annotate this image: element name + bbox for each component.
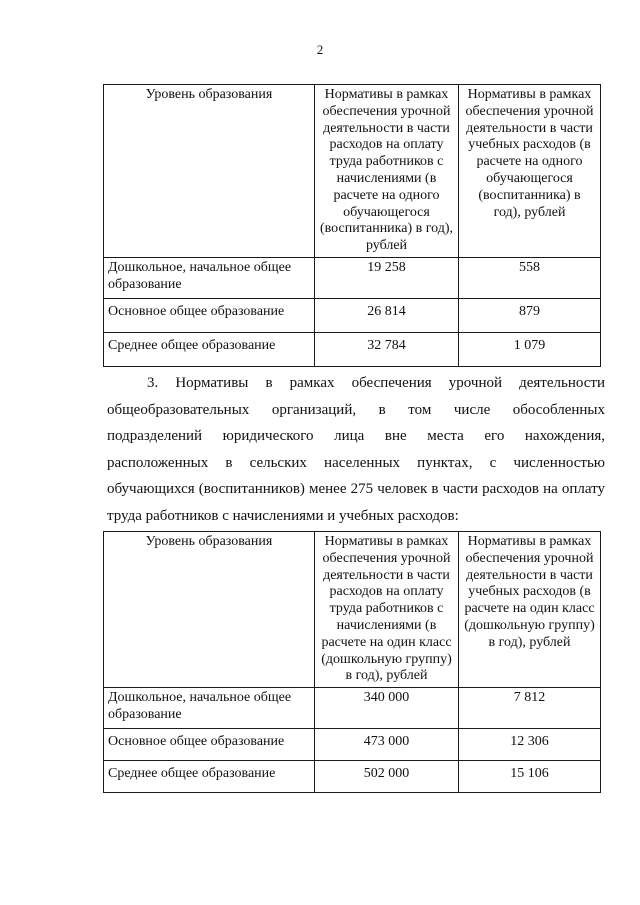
cell-study: 7 812: [459, 688, 601, 729]
table-header-row: [104, 532, 601, 688]
cell-study: 879: [459, 298, 601, 332]
table-row: [104, 298, 601, 332]
cell-study: 1 079: [459, 332, 601, 366]
header-education-level: Уровень образования: [104, 85, 315, 258]
header-study-costs: Нормативы в рамках обеспечения урочной деятельности в части учебных расходов (в расчете на один класс (дошкольную группу) в год), рублей: [459, 532, 601, 688]
norms-table-per-class: [103, 531, 601, 793]
cell-labor: 19 258: [315, 257, 459, 298]
cell-labor: 502 000: [315, 761, 459, 793]
cell-level: Среднее общее образование: [104, 761, 315, 793]
header-education-level: Уровень образования: [104, 532, 315, 688]
table-row: [104, 729, 601, 761]
cell-labor: 340 000: [315, 688, 459, 729]
header-labor-costs: Нормативы в рамках обеспечения урочной деятельности в части расходов на оплату труда работников с начислениями (в расчете на одного обучающегося (воспитанника) в год), рублей: [315, 85, 459, 258]
page-number: 2: [316, 42, 324, 57]
cell-study: 12 306: [459, 729, 601, 761]
table-row: [104, 688, 601, 729]
cell-labor: 26 814: [315, 298, 459, 332]
cell-level: Основное общее образование: [104, 298, 315, 332]
table-row: [104, 332, 601, 366]
cell-level: Дошкольное, начальное общее образование: [104, 688, 315, 729]
cell-level: Основное общее образование: [104, 729, 315, 761]
cell-labor: 32 784: [315, 332, 459, 366]
table-row: [104, 257, 601, 298]
paragraph-item-3: 3. Нормативы в рамках обеспечения урочной деятельности общеобразовательных организаций, в том числе обособленных подразделений юридического лица вне места его нахождения, расположенных в сельских населенных пунктах, с численностью обучающихся (воспитанников) менее 275 человек в части расходов на оплату труда работников с начислениями и учебных расходов:: [107, 375, 605, 524]
header-labor-costs: Нормативы в рамках обеспечения урочной деятельности в части расходов на оплату труда работников с начислениями (в расчете на один класс (дошкольную группу) в год), рублей: [315, 532, 459, 688]
norms-table-per-student: [103, 84, 601, 367]
cell-study: 558: [459, 257, 601, 298]
table-row: [104, 761, 601, 793]
header-study-costs: Нормативы в рамках обеспечения урочной деятельности в части учебных расходов (в расчете на одного обучающегося (воспитанника) в год), рублей: [459, 85, 601, 258]
table-header-row: [104, 85, 601, 258]
cell-level: Среднее общее образование: [104, 332, 315, 366]
cell-level: Дошкольное, начальное общее образование: [104, 257, 315, 298]
cell-study: 15 106: [459, 761, 601, 793]
cell-labor: 473 000: [315, 729, 459, 761]
